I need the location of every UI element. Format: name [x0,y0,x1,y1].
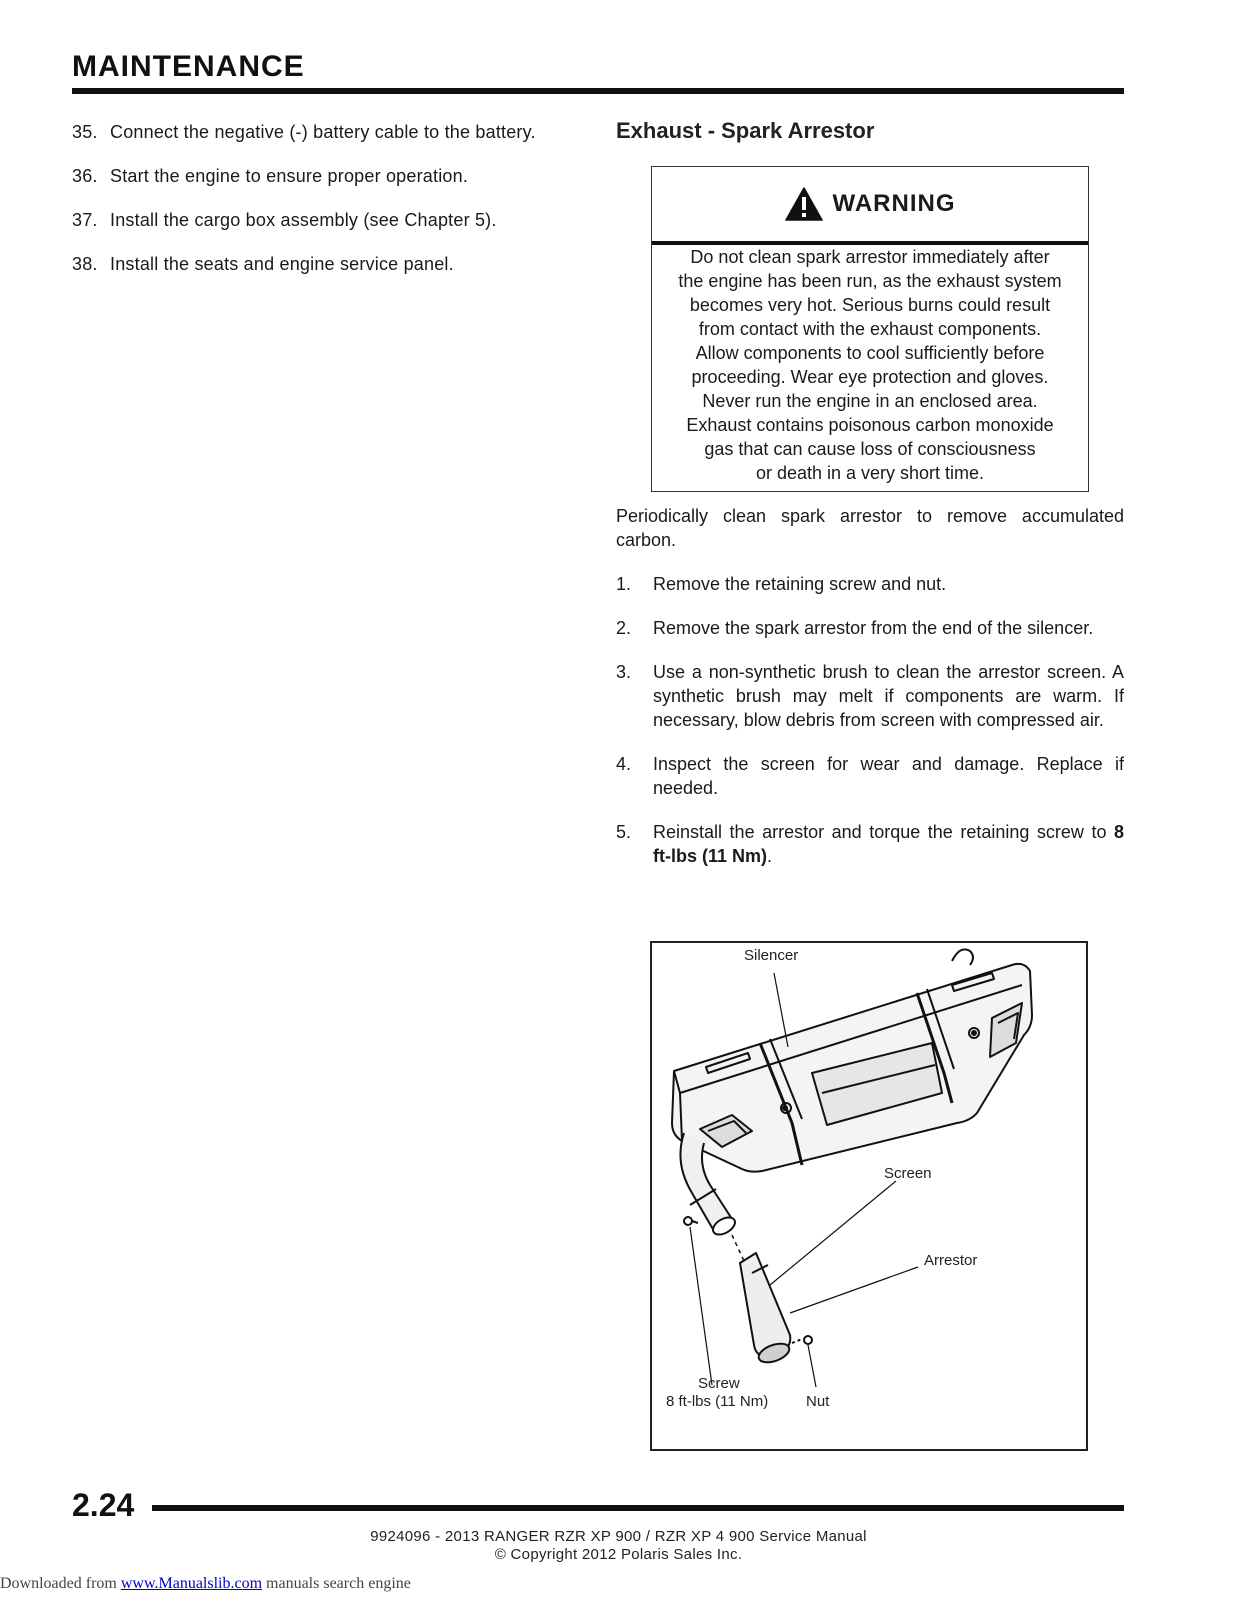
procedure-steps [616,572,1124,868]
right-column [616,118,1124,888]
copyright: © Copyright 2012 Polaris Sales Inc. [494,1546,743,1563]
silencer-illustration [652,943,1086,1449]
step-number: 5. [616,822,632,842]
warning-box [651,166,1089,492]
leader-line-screw [690,1227,712,1385]
warning-text [652,245,1088,491]
arrestor-part [740,1253,790,1357]
torque-spec: 8 ft-lbs (11 Nm) [653,822,1124,866]
warning-triangle-icon [785,187,823,221]
step-text: Remove the retaining screw and nut. [653,574,947,594]
warning-line: from contact with the exhaust components. [698,319,1042,339]
step-number: 37. [72,210,98,230]
step-number: 38. [72,254,98,274]
step-text: Connect the negative (-) battery cable to the battery. [110,122,536,142]
step-text: Inspect the screen for wear and damage. Replace if needed. [653,754,1124,798]
list-item [72,120,592,144]
callout-screen: Screen [884,1165,932,1182]
step-number: 36. [72,166,98,186]
warning-line: the engine has been run, as the exhaust system [678,271,1062,291]
callout-screw: Screw [698,1375,740,1392]
bolt [783,1106,787,1110]
warning-header [652,167,1088,245]
step-text-before: Reinstall the arrestor and torque the retaining screw to [653,822,1114,842]
warning-line: Never run the engine in an enclosed area. [702,391,1038,411]
list-item [616,820,1124,868]
step-text-after: . [767,846,773,866]
leader-line-screen [770,1181,896,1285]
bottom-divider [152,1505,1124,1511]
spark-arrestor-figure [650,941,1088,1451]
list-item [616,616,1124,640]
manual-title: 9924096 - 2013 RANGER RZR XP 900 / RZR XP 4 900 Service Manual [370,1528,867,1545]
page-number: 2.24 [72,1487,135,1523]
warning-line: proceeding. Wear eye protection and gloves. [691,367,1049,387]
warning-line: or death in a very short time. [755,463,985,483]
callout-silencer: Silencer [744,947,799,964]
step-text: Use a non-synthetic brush to clean the arrestor screen. A synthetic brush may melt if components are warm. If necessary, blow debris from screen with compressed air. [653,662,1124,730]
nut-part [804,1336,812,1344]
section-title: MAINTENANCE [72,50,305,83]
warning-line: Allow components to cool sufficiently before [695,343,1045,363]
list-item [616,660,1124,732]
step-number: 3. [616,662,632,682]
leader-line-nut [808,1345,816,1387]
warning-line: Do not clean spark arrestor immediately after [690,247,1050,267]
subsection-heading: Exhaust - Spark Arrestor [616,118,875,143]
warning-line: becomes very hot. Serious burns could result [689,295,1051,315]
leader-line-arrestor [790,1267,918,1313]
warning-label: WARNING [832,190,956,217]
step-number: 1. [616,574,632,594]
list-item [72,164,592,188]
screw-part [684,1217,692,1225]
step-text: Remove the spark arrestor from the end of the silencer. [653,618,1094,638]
left-step-list [72,120,592,296]
step-text: Install the seats and engine service panel. [110,254,454,274]
leader-line-silencer [774,973,788,1047]
callout-nut: Nut [806,1393,830,1410]
list-item [72,252,592,276]
callout-arrestor: Arrestor [924,1252,978,1269]
list-item [616,572,1124,596]
step-text: Install the cargo box assembly (see Chapter 5). [110,210,497,230]
list-item [72,208,592,232]
step-text: Start the engine to ensure proper operation. [110,166,469,186]
manualslib-link[interactable]: www.Manualslib.com [120,1575,263,1592]
download-suffix: manuals search engine [262,1575,411,1592]
top-divider [72,88,1124,94]
step-number: 35. [72,122,98,142]
bolt [972,1031,976,1035]
step-number: 2. [616,618,632,638]
download-prefix: Downloaded from [0,1575,121,1592]
list-item [616,752,1124,800]
download-notice [0,1575,411,1593]
step-text [653,820,1124,868]
warning-line: gas that can cause loss of consciousness [704,439,1036,459]
warning-line: Exhaust contains poisonous carbon monoxide [686,415,1054,435]
callout-screw-torque: 8 ft-lbs (11 Nm) [666,1393,769,1410]
step-number: 4. [616,754,632,774]
intro-paragraph: Periodically clean spark arrestor to remove accumulated carbon. [616,506,1124,550]
